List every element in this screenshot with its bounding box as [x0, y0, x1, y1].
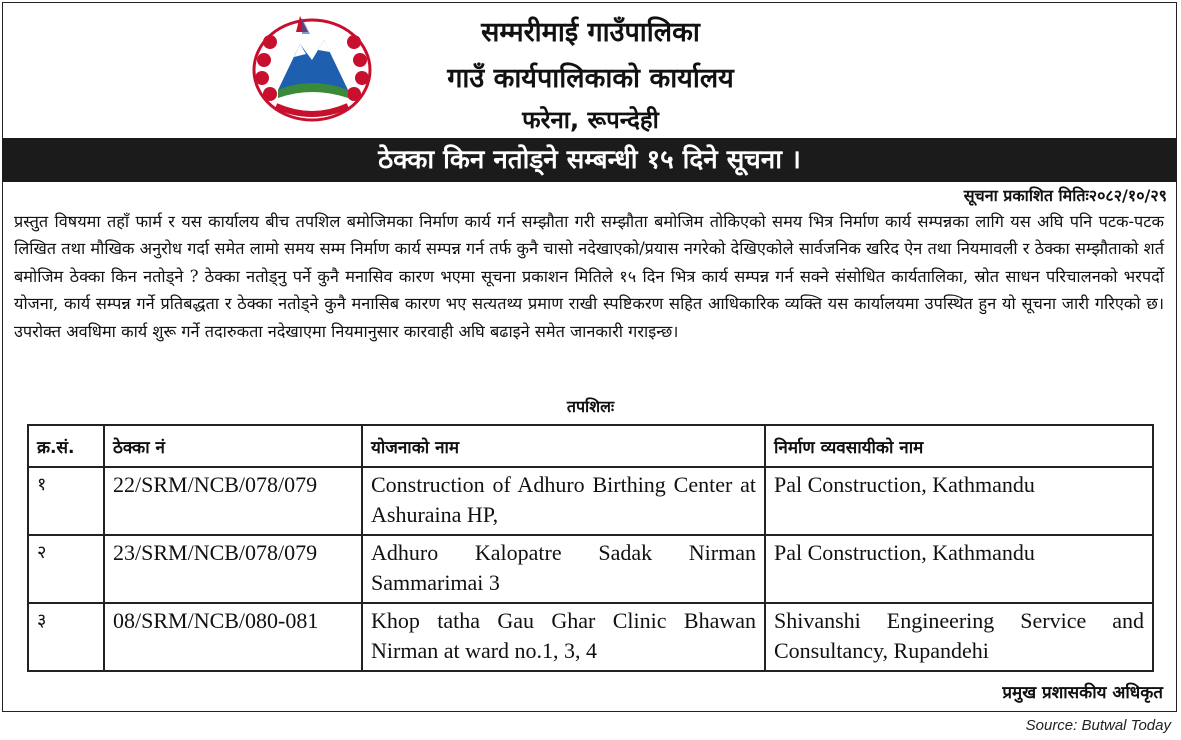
publish-date: सूचना प्रकाशित मितिः२०८२/१०/२९ — [963, 186, 1167, 205]
column-header-contractor-name: निर्माण व्यवसायीको नाम — [765, 425, 1153, 467]
column-header-project-name: योजनाको नाम — [362, 425, 765, 467]
row-sn: ३ — [28, 603, 104, 671]
office-location: फरेना, रूपन्देही — [522, 106, 659, 134]
column-header-sn: क्र.सं. — [28, 425, 104, 467]
signatory-title: प्रमुख प्रशासकीय अधिकृत — [1002, 683, 1163, 703]
row-contract-no: 22/SRM/NCB/078/079 — [104, 467, 362, 535]
row-project-name: Adhuro Kalopatre Sadak Nirman Sammarimai 3 — [362, 535, 765, 603]
row-contractor-name: Pal Construction, Kathmandu — [765, 535, 1153, 603]
row-sn: २ — [28, 535, 104, 603]
row-project-name: Construction of Adhuro Birthing Center at Ashuraina HP, — [362, 467, 765, 535]
column-header-contract-no: ठेक्का नं — [104, 425, 362, 467]
office-name: गाउँ कार्यपालिकाको कार्यालय — [447, 63, 734, 94]
table-header-row — [28, 425, 1153, 467]
table-row — [28, 603, 1153, 671]
row-project-name: Khop tatha Gau Ghar Clinic Bhawan Nirman at ward no.1, 3, 4 — [362, 603, 765, 671]
table-row — [28, 535, 1153, 603]
notice-title-banner: ठेक्का किन नतोड्ने सम्बन्धी १५ दिने सूचना । — [2, 138, 1177, 182]
row-contractor-name: Shivanshi Engineering Service and Consultancy, Rupandehi — [765, 603, 1153, 671]
notice-body: प्रस्तुत विषयमा तहाँ फार्म र यस कार्यालय बीच तपशिल बमोजिमका निर्माण कार्य गर्न सम्झौता गरी सम्झौता बमोजिम तोकिएको समय भित्र निर्माण कार्य सम्पन्नका लागि यस अघि पनि पटक-पटक लिखित तथा मौखिक अनुरोध गर्दा समेत लामो समय सम्म निर्माण कार्य सम्पन्न गर्न तर्फ कुनै चासो नदेखाएको/प्रयास नगरेको देखिएकोले सार्वजनिक खरिद ऐन तथा नियमावली र ठेक्का सम्झौताको शर्त बमोजिम ठेक्का किन नतोड्ने ? ठेक्का नतोड्नु पर्ने कुनै मनासिव कारण भएमा सूचना प्रकाशन मितिले १५ दिन भित्र कार्य सम्पन्न गर्न सक्ने संसोधित कार्यतालिका, स्रोत साधन परिचालनको भरपर्दो योजना, कार्य सम्पन्न गर्ने प्रतिबद्धता र ठेक्का नतोड्ने कुनै मनासिब कारण भए सत्यतथ्य प्रमाण राखी स्पष्टिकरण सहित आधिकारिक व्यक्ति यस कार्यालयमा उपस्थित हुन यो सूचना जारी गरिएको छ। उपरोक्त अवधिमा कार्य शुरू गर्ने तदारुकता नदेखाएमा नियमानुसार कारवाही अघि बढाइने समेत जानकारी गराइन्छ। — [14, 212, 1164, 341]
row-sn: १ — [28, 467, 104, 535]
source-credit: Source: Butwal Today — [1025, 717, 1171, 734]
municipality-name: सम्मरीमाई गाउँपालिका — [481, 17, 700, 48]
contracts-table — [27, 424, 1154, 672]
details-heading: तपशिलः — [566, 397, 615, 416]
row-contractor-name: Pal Construction, Kathmandu — [765, 467, 1153, 535]
table-row — [28, 467, 1153, 535]
row-contract-no: 08/SRM/NCB/080-081 — [104, 603, 362, 671]
row-contract-no: 23/SRM/NCB/078/079 — [104, 535, 362, 603]
